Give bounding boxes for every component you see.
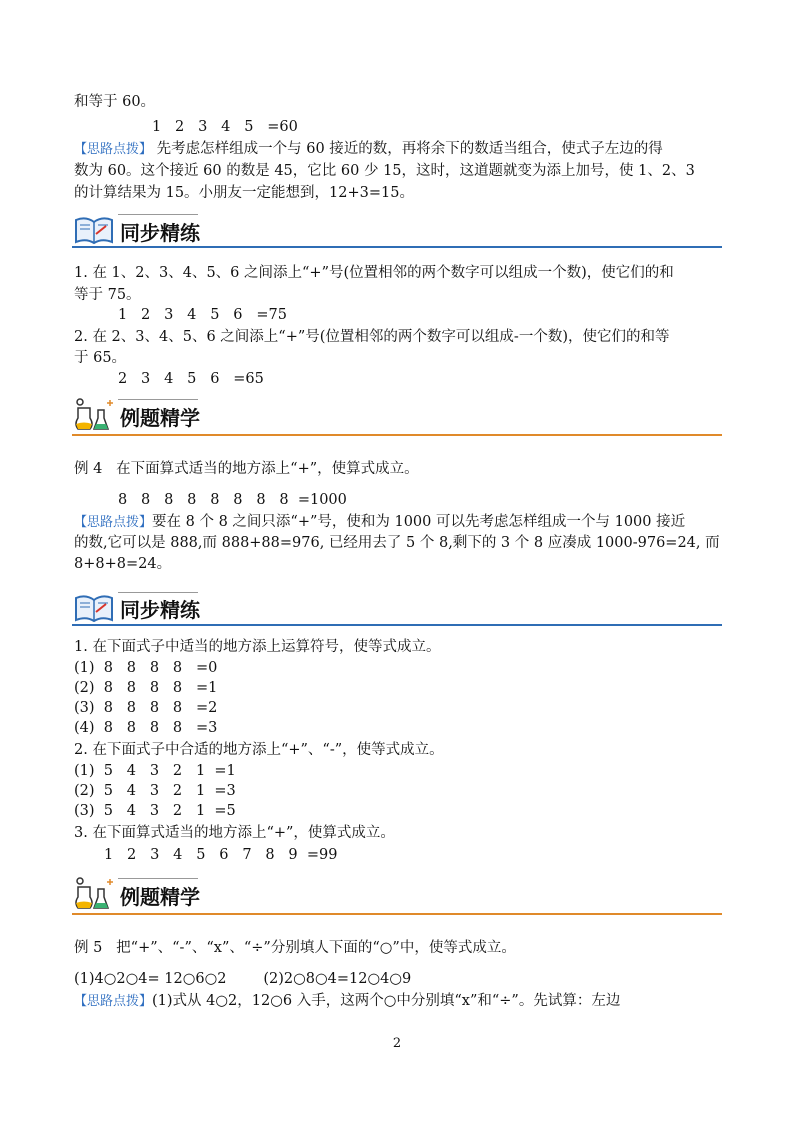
open-book-icon <box>72 212 116 248</box>
open-book-icon <box>72 590 116 626</box>
hint-label: 【思路点拨】 <box>74 142 153 157</box>
equation: (1) 8 8 8 8 =0 <box>74 660 218 676</box>
lab-flask-icon <box>72 396 116 432</box>
equation: (1)4○2○4= 12○6○2 (2)2○8○4=12○4○9 <box>74 971 412 987</box>
equation: (3) 8 8 8 8 =2 <box>74 700 218 716</box>
equation: 1 2 3 4 5 6 7 8 9 =99 <box>104 847 338 863</box>
hint-text: 要在 8 个 8 之间只添“+”号，使和为 1000 可以先考虑怎样组成一个与 1000 接近 <box>152 514 686 530</box>
hint-paragraph <box>74 512 685 533</box>
page-number: 2 <box>392 1036 402 1051</box>
section-title: 例题精学 <box>120 406 200 430</box>
header-top-rule <box>118 399 198 400</box>
equation: 1 2 3 4 5 6 =75 <box>118 307 287 323</box>
question-cont: 于 65。 <box>74 350 127 366</box>
hint-text: (1)式从 4○2，12○6 入手，这两个○中分别填“x”和“÷”。先试算：左边 <box>152 993 621 1009</box>
text-line: 和等于 60。 <box>74 94 156 110</box>
hint-paragraph <box>74 991 620 1012</box>
equation: (2) 5 4 3 2 1 =3 <box>74 783 236 799</box>
section-divider <box>72 246 722 248</box>
equation: (3) 5 4 3 2 1 =5 <box>74 803 236 819</box>
hint-label: 【思路点拨】 <box>74 515 153 530</box>
question: 1. 在下面式子中适当的地方添上运算符号，使等式成立。 <box>74 639 441 655</box>
equation: 2 3 4 5 6 =65 <box>118 371 264 387</box>
text-line: 的数,它可以是 888,而 888+88=976, 已经用去了 5 个 8,剩下的 3 个 8 应凑成 1000-976=24, 而 <box>74 535 720 551</box>
hint-text: 先考虑怎样组成一个与 60 接近的数，再将余下的数适当组合，使式子左边的得 <box>152 141 663 157</box>
equation: (4) 8 8 8 8 =3 <box>74 720 218 736</box>
question: 3. 在下面算式适当的地方添上“+”，使算式成立。 <box>74 825 395 841</box>
hint-paragraph <box>74 139 663 160</box>
example-title: 例 4 在下面算式适当的地方添上“+”，使算式成立。 <box>74 461 419 477</box>
header-top-rule <box>118 878 198 879</box>
header-top-rule <box>118 214 198 215</box>
text-line: 8+8+8=24。 <box>74 556 172 572</box>
section-title: 同步精练 <box>120 221 200 245</box>
question: 2. 在 2、3、4、5、6 之间添上“+”号(位置相邻的两个数字可以组成-一个数)，使它们的和等 <box>74 329 670 345</box>
question-cont: 等于 75。 <box>74 287 141 303</box>
text-line: 数为 60。这个接近 60 的数是 45，它比 60 少 15，这时，这道题就变为添上加号，使 1、2、3 <box>74 163 695 179</box>
equation: (2) 8 8 8 8 =1 <box>74 680 218 696</box>
section-title: 例题精学 <box>120 885 200 909</box>
equation: 1 2 3 4 5 =60 <box>152 119 298 135</box>
lab-flask-icon <box>72 875 116 911</box>
question: 2. 在下面式子中合适的地方添上“+”、“-”，使等式成立。 <box>74 742 444 758</box>
equation: (1) 5 4 3 2 1 =1 <box>74 763 236 779</box>
header-top-rule <box>118 592 198 593</box>
section-divider <box>72 913 722 915</box>
example-title: 例 5 把“+”、“-”、“x”、“÷”分别填人下面的“○”中，使等式成立。 <box>74 940 516 956</box>
hint-label: 【思路点拨】 <box>74 994 153 1009</box>
equation: 8 8 8 8 8 8 8 8 =1000 <box>118 492 347 508</box>
section-title: 同步精练 <box>120 598 200 622</box>
text-line: 的计算结果为 15。小朋友一定能想到，12+3=15。 <box>74 185 414 201</box>
question: 1. 在 1、2、3、4、5、6 之间添上“+”号(位置相邻的两个数字可以组成一个数)，使它们的和 <box>74 265 674 281</box>
section-divider <box>72 434 722 436</box>
section-divider <box>72 624 722 626</box>
